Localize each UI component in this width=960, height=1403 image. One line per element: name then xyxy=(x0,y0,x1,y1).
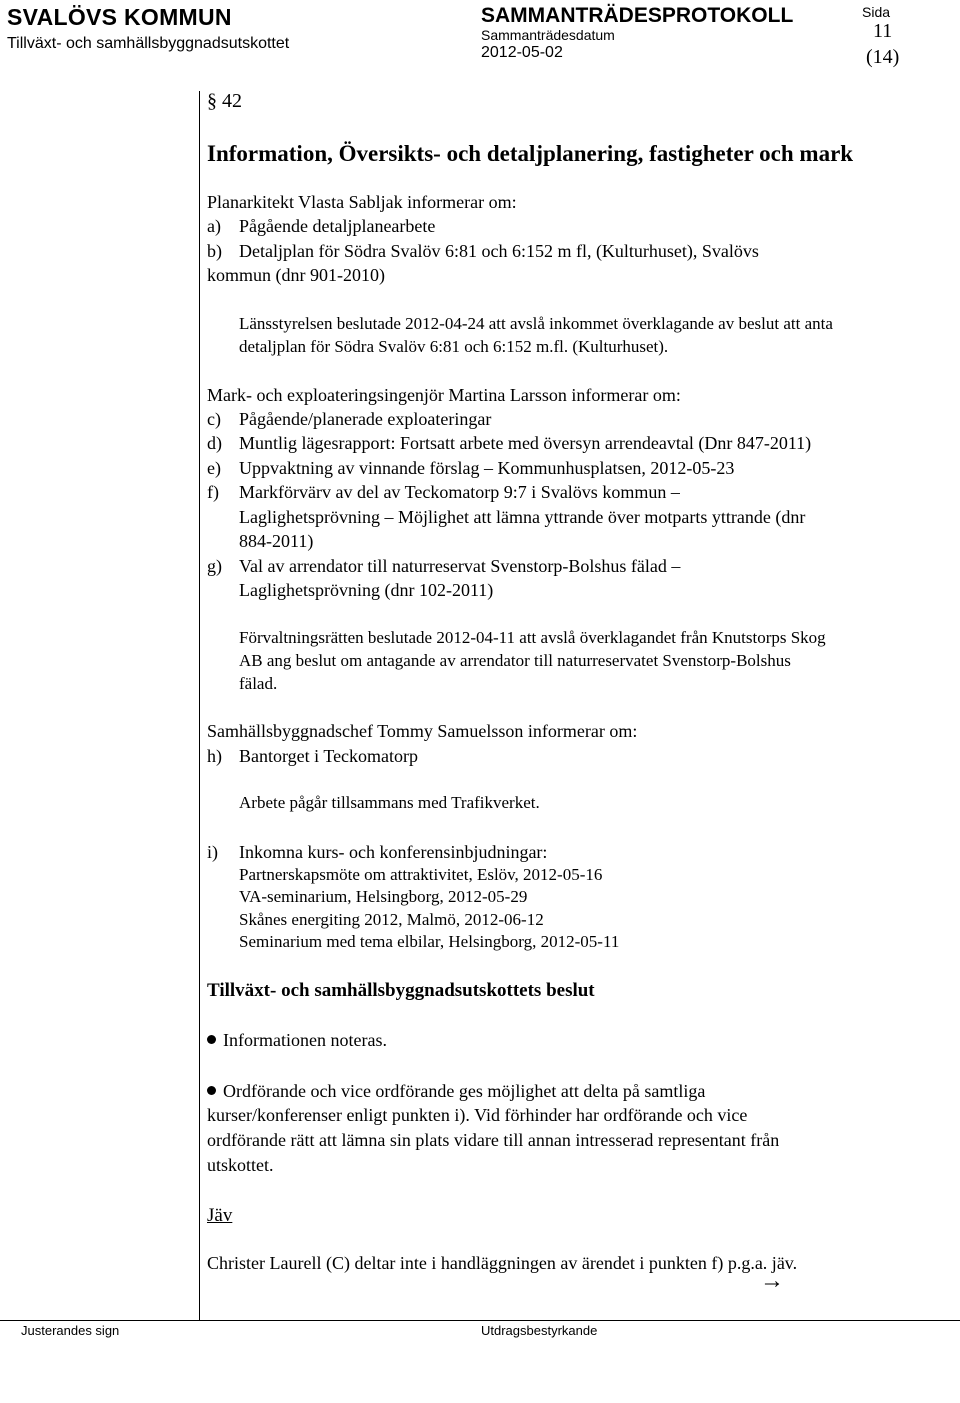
list-item-f xyxy=(207,482,680,503)
list-text: Detaljplan för Södra Svalöv 6:81 och 6:152 m fl, (Kulturhuset), Svalövs xyxy=(239,241,759,261)
list-item-b xyxy=(207,241,759,262)
list-letter: h) xyxy=(207,746,222,766)
meeting-date: 2012-05-02 xyxy=(481,44,563,61)
note-lansstyrelsen-line1: Länsstyrelsen beslutade 2012-04-24 att avslå inkommet överklagande av beslut att anta xyxy=(239,314,833,333)
bullet-icon xyxy=(207,1035,216,1044)
list-text: Pågående/planerade exploateringar xyxy=(239,409,492,429)
footer-extract-label: Utdragsbestyrkande xyxy=(481,1323,598,1338)
protocol-title: SAMMANTRÄDESPROTOKOLL xyxy=(481,4,794,27)
note-lansstyrelsen-line2: detaljplan för Södra Svalöv 6:81 och 6:152 m.fl. (Kulturhuset). xyxy=(239,337,669,356)
list-item-a xyxy=(207,216,435,237)
continue-arrow-icon: → xyxy=(760,1268,784,1294)
bullet-text: Ordförande och vice ordförande ges möjlighet att delta på samtliga xyxy=(223,1081,706,1101)
jav-text: Christer Laurell (C) deltar inte i handläggningen av ärendet i punkten f) p.g.a. jäv. xyxy=(207,1253,798,1273)
section-title: Information, Översikts- och detaljplanering, fastigheter och mark xyxy=(207,141,854,166)
event-item: Seminarium med tema elbilar, Helsingborg, 2012-05-11 xyxy=(239,932,620,951)
department-name: Tillväxt- och samhällsbyggnadsutskottet xyxy=(7,35,290,52)
list-text: Pågående detaljplanearbete xyxy=(239,216,436,236)
list-item-i xyxy=(207,842,547,863)
footer-rule xyxy=(0,1320,960,1321)
list-item-f-cont2: 884-2011) xyxy=(239,531,314,551)
list-item-d xyxy=(207,433,811,454)
list-item-h xyxy=(207,746,418,767)
intro-exploatering: Mark- och exploateringsingenjör Martina Larsson informerar om: xyxy=(207,385,681,405)
intro-planarkitekt: Planarkitekt Vlasta Sabljak informerar om: xyxy=(207,192,517,212)
bullet-icon xyxy=(207,1086,216,1095)
note-bantorget: Arbete pågår tillsammans med Trafikverket. xyxy=(239,793,540,812)
list-item-f-cont1: Laglighetsprövning – Möjlighet att lämna yttrande över motparts yttrande (dnr xyxy=(239,507,806,527)
list-letter: e) xyxy=(207,458,221,478)
list-item-b-cont: kommun (dnr 901-2010) xyxy=(207,265,385,285)
list-letter: f) xyxy=(207,482,219,502)
org-name: SVALÖVS KOMMUN xyxy=(7,4,232,30)
intro-samhallsbyggnad: Samhällsbyggnadschef Tommy Samuelsson informerar om: xyxy=(207,721,638,741)
note-forvaltningsratten-line1: Förvaltningsrätten beslutade 2012-04-11 att avslå överklagandet från Knutstorps Skog xyxy=(239,628,826,647)
page-total: (14) xyxy=(866,46,900,68)
decision-bullet-2-line2: kurser/konferenser enligt punkten i). Vid förhinder har ordförande och vice xyxy=(207,1105,748,1125)
page-label: Sida xyxy=(862,4,891,20)
list-text: Markförvärv av del av Teckomatorp 9:7 i Svalövs kommun – xyxy=(239,482,680,502)
decision-bullet-2-line3: ordförande rätt att lämna sin plats vidare till annan intresserad representant från xyxy=(207,1130,780,1150)
list-letter: c) xyxy=(207,409,221,429)
list-text: Inkomna kurs- och konferensinbjudningar: xyxy=(239,842,548,862)
decision-heading: Tillväxt- och samhällsbyggnadsutskottets beslut xyxy=(207,980,595,1001)
list-letter: d) xyxy=(207,433,222,453)
decision-bullet-2 xyxy=(207,1081,705,1102)
list-letter: g) xyxy=(207,556,222,576)
paragraph-number: § 42 xyxy=(207,90,242,112)
margin-rule xyxy=(199,91,200,1321)
note-forvaltningsratten-line2: AB ang beslut om antagande av arrendator till naturreservatet Svenstorp-Bolshus xyxy=(239,651,791,670)
list-text: Val av arrendator till naturreservat Svenstorp-Bolshus fälad – xyxy=(239,556,681,576)
decision-bullet-1 xyxy=(207,1030,387,1051)
bullet-text: Informationen noteras. xyxy=(223,1030,387,1050)
footer-sign-label: Justerandes sign xyxy=(21,1323,120,1338)
list-item-e xyxy=(207,458,734,479)
decision-bullet-2-line4: utskottet. xyxy=(207,1155,274,1175)
list-item-g-cont: Laglighetsprövning (dnr 102-2011) xyxy=(239,580,494,600)
date-label: Sammanträdesdatum xyxy=(481,27,615,43)
list-letter: b) xyxy=(207,241,222,261)
list-text: Bantorget i Teckomatorp xyxy=(239,746,419,766)
note-forvaltningsratten-line3: fälad. xyxy=(239,674,278,693)
page-number: 11 xyxy=(873,20,893,42)
jav-heading: Jäv xyxy=(207,1205,233,1226)
event-item: VA-seminarium, Helsingborg, 2012-05-29 xyxy=(239,887,528,906)
event-item: Partnerskapsmöte om attraktivitet, Eslöv, 2012-05-16 xyxy=(239,865,603,884)
list-letter: a) xyxy=(207,216,221,236)
list-item-c xyxy=(207,409,491,430)
list-item-g xyxy=(207,556,680,577)
list-text: Uppvaktning av vinnande förslag – Kommunhusplatsen, 2012-05-23 xyxy=(239,458,735,478)
list-letter: i) xyxy=(207,842,218,862)
event-item: Skånes energiting 2012, Malmö, 2012-06-12 xyxy=(239,910,544,929)
list-text: Muntlig lägesrapport: Fortsatt arbete med översyn arrendeavtal (Dnr 847-2011) xyxy=(239,433,812,453)
